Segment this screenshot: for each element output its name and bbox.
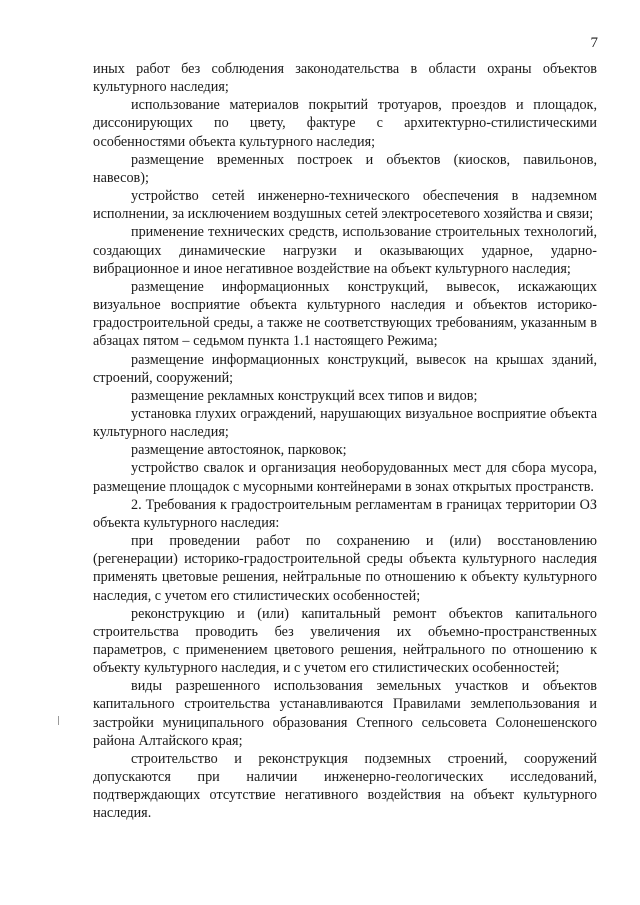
paragraph-7: размещение информационных конструкций, вывесок на крышах зданий, строений, сооружений;	[93, 351, 597, 386]
section-2-heading: 2. Требования к градостроительным регламентам в границах территории ОЗ объекта культурного наследия:	[93, 496, 597, 531]
paragraph-1: иных работ без соблюдения законодательства в области охраны объектов культурного наследия;	[93, 61, 597, 96]
document-body	[93, 60, 597, 823]
paragraph-4: устройство сетей инженерно-технического обеспечения в надземном исполнении, за исключением воздушных сетей электросетевого хозяйства и связи;	[93, 188, 597, 223]
paragraph-2: использование материалов покрытий тротуаров, проездов и площадок, диссонирующих по цвету, фактуре с архитектурно-стилистическими особенностями объекта культурного наследия;	[93, 97, 597, 150]
paragraph-10: размещение автостоянок, парковок;	[131, 442, 347, 459]
paragraph-14: реконструкцию и (или) капитальный ремонт объектов капитального строительства проводить без увеличения их объемно-пространственных параметров, с применением цветового решения, нейтрального по отношению к объекту культурного наследия, и с учетом его стилистических особенностей;	[93, 605, 597, 677]
scan-artifact-mark	[58, 716, 59, 725]
paragraph-16: строительство и реконструкция подземных строений, сооружений допускаются при наличии инженерно-геологических исследований, подтверждающих отсутствие негативного воздействия на объект культурного наследия.	[93, 750, 597, 822]
paragraph-9: установка глухих ограждений, нарушающих визуальное восприятие объекта культурного наследия;	[93, 405, 597, 441]
page-number: 7	[590, 35, 598, 51]
paragraph-3: размещение временных построек и объектов (киосков, павильонов, навесов);	[93, 151, 597, 186]
paragraph-15: виды разрешенного использования земельных участков и объектов капитального строительства устанавливаются Правилами землепользования и застройки муниципального образования Степного сельсовета Солонешенского района Алтайского края;	[93, 678, 597, 749]
paragraph-13: при проведении работ по сохранению и (или) восстановлению (регенерации) историко-градостроительной среды объекта культурного наследия применять цветовые решения, нейтральные по отношению к объекту культурного наследия, с учетом его стилистических особенностей;	[93, 533, 597, 604]
paragraph-5: применение технических средств, использование строительных технологий, создающих динамические нагрузки и оказывающих ударное, ударно-вибрационное и иное негативное воздействие на объект культурного наследия;	[93, 224, 597, 277]
paragraph-6: размещение информационных конструкций, вывесок, искажающих визуальное восприятие объекта культурного наследия и объектов историко-градостроительной среды, а также не соответствующих требованиям, указанным в абзацах пятом – седьмом пункта 1.1 настоящего Режима;	[93, 278, 597, 350]
paragraph-11: устройство свалок и организация необорудованных мест для сбора мусора, размещение площадок с мусорными контейнерами в зонах открытых пространств.	[93, 460, 597, 495]
paragraph-8: размещение рекламных конструкций всех типов и видов;	[131, 387, 478, 404]
